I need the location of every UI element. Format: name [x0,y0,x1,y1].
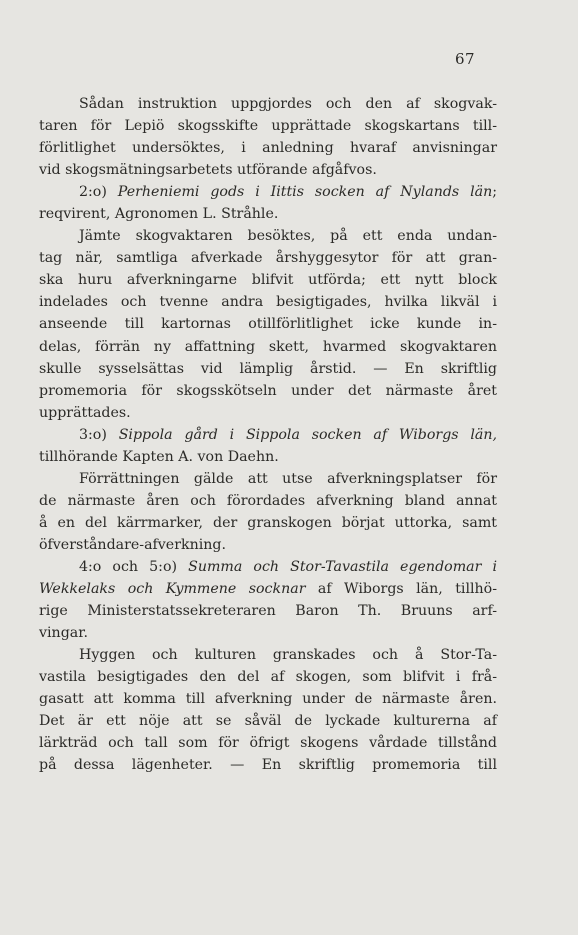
estate-name: Perheniemi gods i Iittis socken af Nylands län [117,184,493,201]
text-line: promemoria för skogsskötseln under det närmaste året [39,382,497,399]
item-number: 3:o) [79,426,107,443]
text-line: å en del kärrmarker, der granskogen börjat uttorka, samt [39,514,497,531]
item-number: 2:o) [79,184,107,201]
text-line: Hyggen och kulturen granskades och å Stor-Ta- [79,647,497,664]
text-line: förlitlighet undersöktes, i anledning hvaraf anvisningar [39,140,497,157]
text-line: rige Ministerstatssekreteraren Baron Th. Bruuns arf- [39,603,497,620]
text-line [39,424,497,446]
text-line [39,556,497,578]
text-segment: af Wiborgs län, tillhö- [317,581,497,598]
paragraph-3 [39,225,497,423]
text-line: vastila besigtigades den del af skogen, som blifvit i frå- [39,669,497,686]
body-text [39,93,497,776]
parish-names: Wekkelaks och Kymmene socknar [39,581,306,598]
paragraph-1 [39,93,497,181]
punctuation: ; [492,184,497,201]
text-line [39,578,497,600]
paragraph-2 [39,181,497,225]
text-line: Förrättningen gälde att utse afverkningsplatser för [79,470,497,487]
text-line: vid skogsmätningsarbetets utförande afgåfvos. [39,162,377,179]
paragraph-4 [39,424,497,468]
page-number: 67 [455,50,476,68]
item-number: 4:o och 5:o) [79,558,178,575]
text-line: öfverståndare-afverkning. [39,536,226,553]
text-line: skulle sysselsättas vid lämplig årstid. — En skriftlig [39,360,497,377]
text-line: Jämte skogvaktaren besöktes, på ett enda undan- [79,228,497,245]
text-line [39,181,497,203]
estate-name: Summa och Stor-Tavastila egendomar i [188,558,498,575]
text-line: reqvirent, Agronomen L. Stråhle. [39,206,279,223]
paragraph-7 [39,644,497,776]
text-line: gasatt att komma till afverkning under de närmaste åren. [39,691,497,708]
paragraph-6 [39,556,497,644]
text-line: ska huru afverkningarne blifvit utförda; ett nytt block [39,272,497,289]
text-line: taren för Lepiö skogsskifte upprättade skogskartans till- [39,118,497,135]
text-line: Sådan instruktion uppgjordes och den af skogvak- [79,96,497,112]
text-line: upprättades. [39,404,131,421]
text-line: anseende till kartornas otillförlitlighet icke kunde in- [39,316,497,333]
text-line: Det är ett nöje att se såväl de lyckade kulturerna af [39,713,497,730]
text-line: tillhörande Kapten A. von Daehn. [39,448,279,465]
text-line: på dessa lägenheter. — En skriftlig promemoria till [39,757,497,774]
text-line: de närmaste åren och förordades afverkning bland annat [39,492,497,509]
text-line: delas, förrän ny affattning skett, hvarmed skogvaktaren [39,338,497,355]
text-line: vingar. [39,625,88,642]
text-line: lärkträd och tall som för öfrigt skogens vårdade tillstånd [39,735,497,752]
text-line: tag när, samtliga afverkade årshyggesytor för att gran- [39,250,497,267]
paragraph-5 [39,468,497,556]
text-line: indelades och tvenne andra besigtigades, hvilka likväl i [39,294,497,311]
estate-name: Sippola gård i Sippola socken af Wiborgs län, [118,426,497,443]
